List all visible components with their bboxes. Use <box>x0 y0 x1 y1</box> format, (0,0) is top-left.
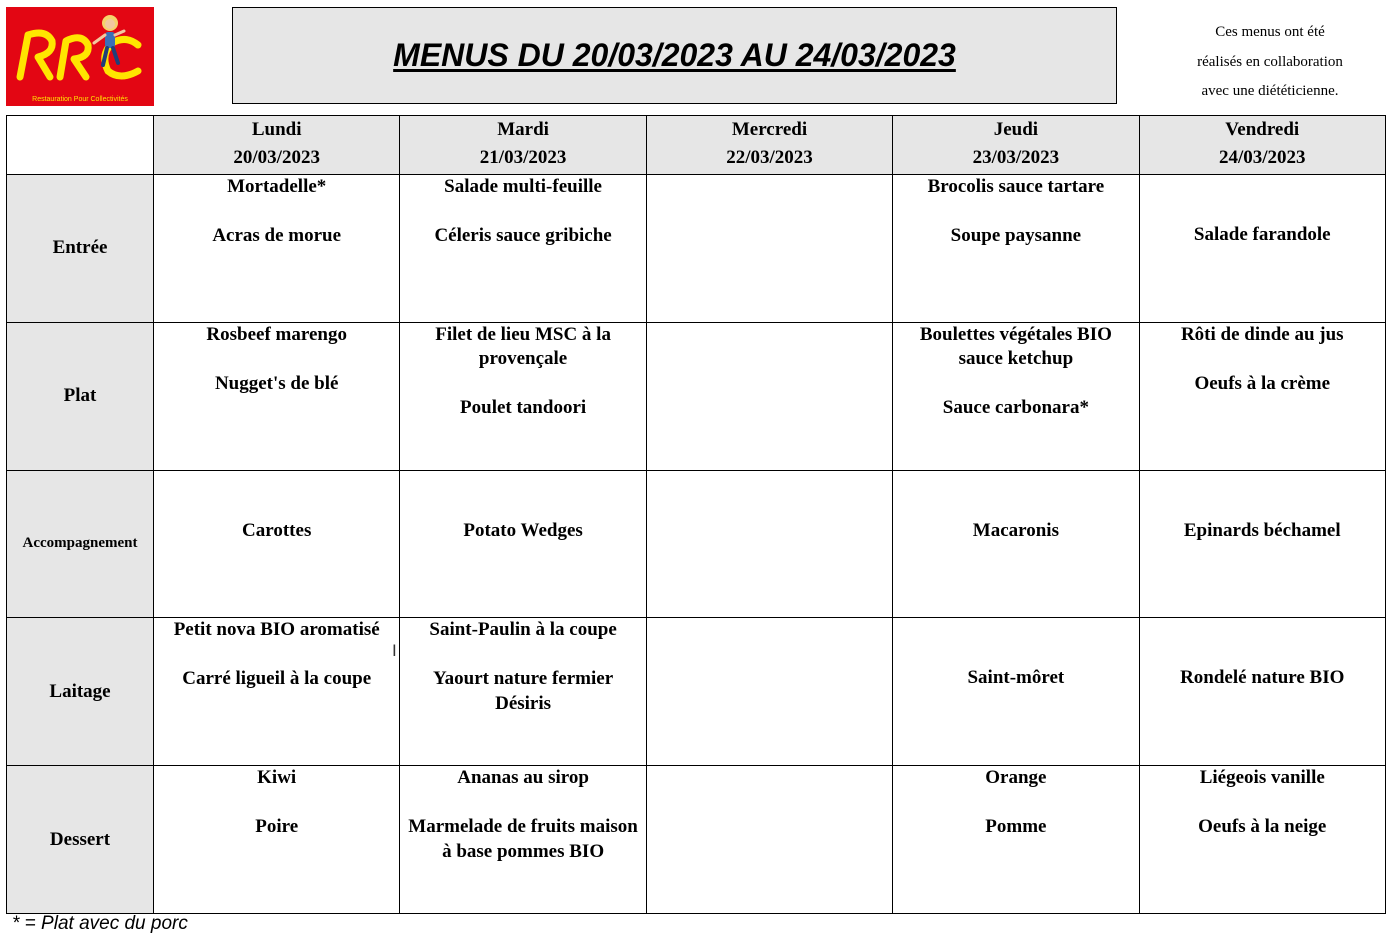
menu-item: Céleris sauce gribiche <box>434 225 612 246</box>
menu-item: Macaronis <box>972 519 1059 541</box>
logo <box>6 7 154 106</box>
menu-item: Boulettes végétales BIO sauce ketchup <box>919 323 1112 370</box>
title-box <box>232 7 1117 104</box>
row-label: Entrée <box>7 175 154 323</box>
menu-item: Sauce carbonara* <box>942 397 1089 419</box>
text-cursor-icon: I <box>392 641 397 660</box>
row-plat <box>7 322 1386 470</box>
note-line: Ces menus ont été <box>1215 24 1325 40</box>
menu-item: Rosbeef marengo <box>206 323 347 345</box>
day-header-lundi <box>154 116 400 175</box>
day-date: 22/03/2023 <box>726 147 813 168</box>
day-name: Vendredi <box>1225 119 1300 140</box>
row-entree <box>7 175 1386 323</box>
menu-item: Carottes <box>242 519 312 541</box>
menu-cell <box>154 766 400 914</box>
menu-cell <box>400 470 646 618</box>
menu-cell <box>893 766 1139 914</box>
menu-item: Filet de lieu MSC à la provençale <box>435 323 611 370</box>
row-laitage <box>7 618 1386 766</box>
row-label: Plat <box>7 322 154 470</box>
menu-item: Nugget's de blé <box>214 372 339 394</box>
menu-cell <box>400 618 646 766</box>
day-header-mardi <box>400 116 646 175</box>
menu-item: Saint-Paulin à la coupe <box>429 619 617 641</box>
logo-mascot-icon <box>6 7 154 106</box>
day-name: Mardi <box>497 119 549 140</box>
menu-cell <box>1139 175 1385 323</box>
menu-item: Potato Wedges <box>463 519 583 541</box>
menu-cell-empty <box>646 618 892 766</box>
menu-cell <box>1139 618 1385 766</box>
menu-cell <box>893 322 1139 470</box>
logo-caption: Restauration Pour Collectivités <box>32 96 128 103</box>
menu-item: Rondelé nature BIO <box>1180 667 1345 689</box>
menu-cell-empty <box>646 175 892 323</box>
day-header-vendredi <box>1139 116 1385 175</box>
day-date: 23/03/2023 <box>972 147 1060 168</box>
menu-item: Marmelade de fruits maison à base pommes BIO <box>408 816 638 862</box>
dietitian-note <box>1150 18 1390 107</box>
menu-item: Salade multi-feuille <box>444 176 602 197</box>
row-label: Laitage <box>7 618 154 766</box>
menu-item: Poulet tandoori <box>460 397 587 419</box>
menu-item: Soupe paysanne <box>950 225 1082 246</box>
row-accompagnement <box>7 470 1386 618</box>
menu-table <box>6 115 1386 914</box>
day-date: 20/03/2023 <box>233 147 320 168</box>
menu-item: Saint-môret <box>967 667 1065 689</box>
day-name: Mercredi <box>731 119 808 140</box>
day-name: Jeudi <box>993 119 1039 140</box>
note-line: réalisés en collaboration <box>1197 53 1343 70</box>
menu-cell <box>154 470 400 618</box>
menu-item: Ananas au sirop <box>457 767 589 789</box>
menu-cell <box>400 175 646 323</box>
corner-cell <box>7 116 154 175</box>
menu-cell-empty <box>646 470 892 618</box>
day-name: Lundi <box>251 119 302 140</box>
menu-item: Oeufs à la crème <box>1194 372 1331 394</box>
menu-item: Orange <box>985 767 1047 789</box>
menu-item: Acras de morue <box>212 225 342 246</box>
row-label: Dessert <box>7 766 154 914</box>
menu-cell <box>154 618 400 766</box>
header-row <box>7 116 1386 175</box>
menu-item: Oeufs à la neige <box>1198 816 1327 838</box>
menu-cell <box>400 766 646 914</box>
menu-cell <box>400 322 646 470</box>
row-dessert <box>7 766 1386 914</box>
note-line: avec une diététicienne. <box>1201 83 1339 99</box>
day-date: 24/03/2023 <box>1218 147 1306 168</box>
menu-item: Salade farandole <box>1193 224 1331 245</box>
menu-cell <box>1139 470 1385 618</box>
menu-cell <box>893 175 1139 323</box>
menu-item: Liégeois vanille <box>1199 767 1325 789</box>
day-header-mercredi <box>646 116 892 175</box>
menu-item: Pomme <box>985 816 1047 838</box>
menu-cell <box>1139 766 1385 914</box>
menu-cell <box>893 470 1139 618</box>
row-label: Accompagnement <box>7 470 154 618</box>
menu-item: Yaourt nature fermier Désiris <box>433 668 614 714</box>
day-date: 21/03/2023 <box>479 147 567 168</box>
day-header-jeudi <box>893 116 1139 175</box>
menu-cell <box>893 618 1139 766</box>
menu-item: Brocolis sauce tartare <box>927 176 1105 197</box>
menu-cell <box>154 175 400 323</box>
menu-item: Poire <box>255 816 299 838</box>
footnote: * = Plat avec du porc <box>12 913 188 934</box>
menu-cell-empty <box>646 322 892 470</box>
menu-cell <box>1139 322 1385 470</box>
page-title: MENUS DU 20/03/2023 AU 24/03/2023 <box>393 37 956 73</box>
menu-cell <box>154 322 400 470</box>
menu-item: Carré ligueil à la coupe <box>182 668 372 690</box>
menu-item: Petit nova BIO aromatisé <box>173 619 380 641</box>
menu-item: Mortadelle* <box>227 176 327 197</box>
menu-item: Kiwi <box>257 767 297 789</box>
menu-cell-empty <box>646 766 892 914</box>
menu-item: Rôti de dinde au jus <box>1180 323 1344 345</box>
menu-item: Epinards béchamel <box>1183 519 1341 541</box>
